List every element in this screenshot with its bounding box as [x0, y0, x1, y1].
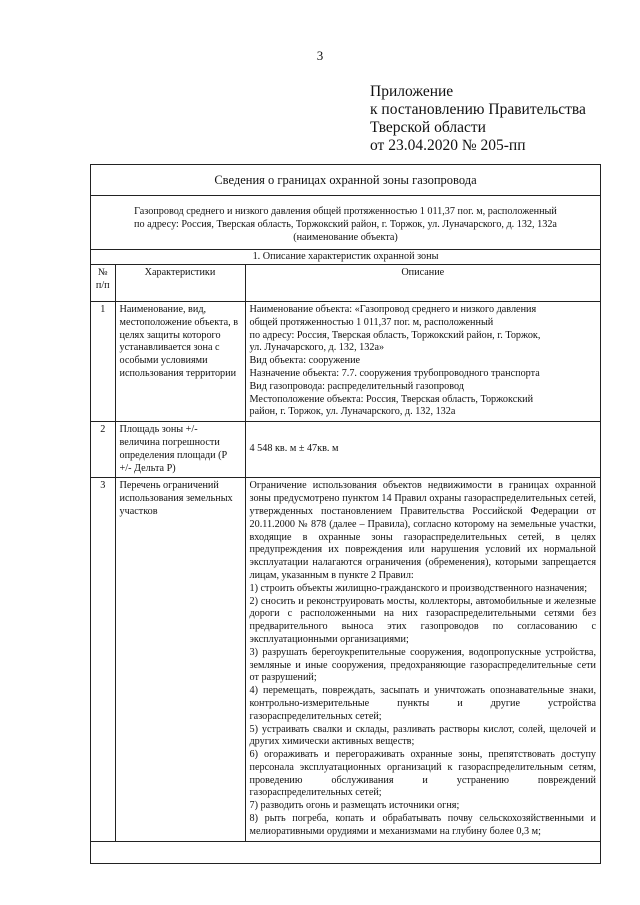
appendix-line-4: от 23.04.2020 № 205-пп	[370, 137, 526, 154]
header-num: № п/п	[91, 265, 115, 302]
desc-line: по адресу: Россия, Тверская область, Торжокский район, г. Торжок,	[249, 329, 541, 341]
row-description	[245, 478, 600, 841]
row-description	[245, 302, 600, 422]
desc-line: Назначение объекта: 7.7. сооружения трубопроводного транспорта	[249, 367, 540, 379]
table-row	[91, 302, 600, 422]
row-characteristic: Перечень ограничений использования земельных участков	[115, 478, 245, 841]
restriction-item: 3) разрушать берегоукрепительные сооружения, водопропускные устройства, земляные и иные сооружения, предохраняющие газораспределительные сети от разрушений;	[249, 646, 596, 684]
header-description: Описание	[245, 265, 600, 302]
table-row	[91, 422, 600, 478]
desc-line: Наименование объекта: «Газопровод среднего и низкого давления	[249, 304, 537, 315]
desc-line: общей протяженностью 1 011,37 пог. м, расположенный	[249, 316, 494, 328]
row-num: 1	[91, 302, 115, 422]
row-characteristic: Площадь зоны +/- величина погрешности определения площади (Р +/- Дельта Р)	[115, 422, 245, 478]
restriction-item: 8) рыть погреба, копать и обрабатывать почву сельскохозяйственными и мелиоративными орудиями и механизмами на глубину более 0,3 м;	[249, 813, 596, 837]
row-description: 4 548 кв. м ± 47кв. м	[245, 422, 600, 478]
restriction-item: 6) огораживать и перегораживать охранные зоны, препятствовать доступу персонала эксплуатационных организаций к газораспределительным сетям, проведению обслуживания и устранению повреждений газораспределительных сетей;	[249, 749, 596, 799]
appendix-block	[370, 83, 586, 155]
section-title: 1. Описание характеристик охранной зоны	[91, 250, 600, 265]
object-caption: (наименование объекта)	[293, 232, 398, 243]
restriction-item: 7) разводить огонь и размещать источники огня;	[249, 800, 460, 812]
row-characteristic: Наименование, вид, местоположение объекта, в целях защиты которого устанавливается зона с особыми условиями использования территории	[115, 302, 245, 422]
desc-line: ул. Луначарского, д. 132, 132а»	[249, 342, 385, 354]
restriction-item: 1) строить объекты жилищно-гражданского и производственного назначения;	[249, 582, 588, 594]
characteristics-table	[91, 265, 600, 842]
document-title: Сведения о границах охранной зоны газопровода	[91, 165, 600, 196]
appendix-line-1: Приложение	[370, 83, 454, 100]
desc-line: Вид газопровода: распределительный газопровод	[249, 380, 464, 392]
document-frame	[90, 164, 601, 864]
row-num: 3	[91, 478, 115, 841]
restriction-item: 5) устраивать свалки и склады, разливать растворы кислот, солей, щелочей и других химически активных веществ;	[249, 723, 596, 748]
desc-line: Местоположение объекта: Россия, Тверская область, Торжокский	[249, 393, 534, 405]
object-block	[91, 196, 600, 250]
table-header-row	[91, 265, 600, 302]
row-num: 2	[91, 422, 115, 478]
desc-line: район, г. Торжок, ул. Луначарского, д. 132, 132а	[249, 406, 456, 418]
restriction-item: 2) сносить и реконструировать мосты, коллекторы, автомобильные и железные дороги с расположенными на них газораспределительными сетями без предварительного выноса этих газопроводов по согласованию с эксплуатационными организациями;	[249, 595, 596, 645]
appendix-line-2: к постановлению Правительства	[370, 101, 586, 118]
restriction-item: 4) перемещать, повреждать, засыпать и уничтожать опознавательные знаки, контрольно-измерительные пункты и другие устройства газораспределительных сетей;	[249, 685, 596, 722]
table-row	[91, 478, 600, 841]
object-line-1: Газопровод среднего и низкого давления общей протяженностью 1 011,37 пог. м, расположенный	[134, 206, 557, 217]
page-number: 3	[316, 48, 324, 63]
restriction-paragraph: Ограничение использования объектов недвижимости в границах охранной зоны предусмотрено пунктом 14 Правил охраны газораспределительных сетей, утвержденных постановлением Правительства Российской Федерации от 20.11.2000 № 878 (далее – Правила), согласно которому на земельные участки, входящие в охранные зоны газораспределительных сетей, в целях предупреждения их повреждения или нарушения условий их нормальной эксплуатации налагаются ограничения (обременения), которыми запрещается лицам, указанным в пункте 2 Правил:	[249, 480, 596, 581]
appendix-line-3: Тверской области	[370, 119, 486, 136]
desc-line: Вид объекта: сооружение	[249, 355, 361, 367]
object-line-2: по адресу: Россия, Тверская область, Торжокский район, г. Торжок, ул. Луначарского, д. 132, 132а	[134, 219, 557, 230]
header-characteristics: Характеристики	[115, 265, 245, 302]
